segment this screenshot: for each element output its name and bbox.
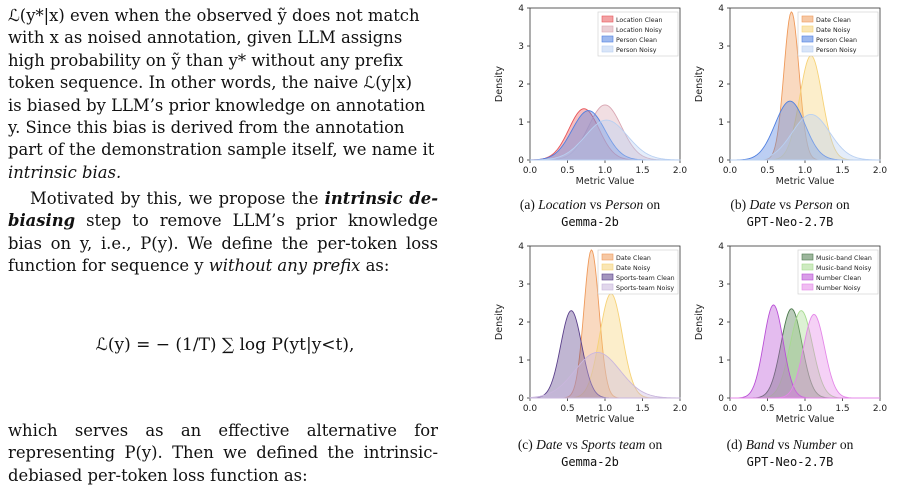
x-axis-label: Metric Value	[575, 176, 635, 187]
text-line: with x as noised annotation, given LLM assigns	[8, 28, 403, 48]
legend-label: Music-band Noisy	[816, 265, 872, 272]
y-tick-label: 3	[718, 280, 724, 290]
y-tick-label: 2	[718, 318, 724, 328]
y-tick-label: 0	[718, 156, 724, 166]
y-tick-label: 3	[518, 42, 524, 52]
x-tick-label: 2.0	[672, 166, 688, 176]
y-tick-label: 3	[718, 42, 724, 52]
figure-density-grid	[490, 0, 890, 493]
x-tick-label: 2.0	[872, 404, 888, 414]
text-run: Motivated by this, we propose the	[30, 189, 325, 208]
equation-loss: ℒ(y) = − (1/T) ∑ log P(yt|y<t),	[95, 335, 355, 355]
text-line: y. Since this bias is derived from the annotation	[8, 118, 405, 138]
legend-label: Person Clean	[616, 37, 658, 44]
text-line: part of the demonstration sample itself, we name it	[8, 140, 435, 160]
text-run: step to remove LLM’s prior knowledge bias on y, i.e., P(y). We define the per-token loss function for sequence y	[8, 211, 438, 276]
x-axis-label: Metric Value	[775, 176, 835, 187]
x-tick-label: 2.0	[672, 404, 688, 414]
legend-label: Person Clean	[816, 37, 858, 44]
text-run-without-prefix: without any prefix	[208, 256, 361, 276]
x-tick-label: 1.0	[797, 404, 813, 414]
x-tick-label: 1.5	[835, 404, 850, 414]
caption-vs: vs	[565, 437, 578, 452]
caption-entity: Number	[793, 437, 837, 452]
x-tick-label: 0.5	[560, 166, 575, 176]
density-chart-b	[690, 0, 890, 190]
x-tick-label: 2.0	[872, 166, 888, 176]
density-chart-d	[690, 238, 890, 428]
caption-label: (d)	[726, 437, 743, 452]
paragraph-alternative: which serves as an effective alternative for representing P(y). Then we defined the intrinsic-debiased per-token loss function as:	[8, 421, 438, 485]
legend-swatch	[802, 264, 813, 270]
caption-entity: Band	[745, 437, 775, 452]
legend-swatch	[602, 284, 613, 290]
y-tick-label: 0	[718, 394, 724, 404]
legend-swatch	[802, 26, 813, 32]
caption-model: GPT-Neo-2.7B	[746, 455, 834, 469]
legend-label: Date Clean	[816, 17, 851, 24]
text-line: high probability on ỹ than y* without any prefix	[8, 50, 403, 70]
legend-swatch	[802, 36, 813, 42]
text-line: is biased by LLM’s prior knowledge on annotation	[8, 95, 426, 115]
legend-swatch	[802, 46, 813, 52]
caption-on: on	[839, 437, 854, 452]
legend-label: Sports-team Clean	[616, 275, 675, 282]
caption-entity: Sports team	[581, 437, 646, 452]
x-tick-label: 1.0	[797, 166, 813, 176]
text-run: as:	[360, 256, 390, 276]
caption-vs: vs	[589, 197, 602, 212]
y-tick-label: 4	[518, 4, 524, 14]
x-tick-label: 0.5	[760, 166, 775, 176]
legend-label: Location Clean	[616, 17, 663, 24]
legend-label: Number Clean	[816, 275, 862, 282]
y-tick-label: 4	[518, 242, 524, 252]
x-tick-label: 1.5	[835, 166, 850, 176]
x-tick-label: 1.0	[597, 404, 613, 414]
y-tick-label: 0	[518, 156, 524, 166]
legend-swatch	[802, 16, 813, 22]
caption-a	[490, 196, 690, 231]
caption-entity: Date	[749, 197, 776, 212]
text-line: ℒ(y*|x) even when the observed ỹ does not match	[8, 6, 420, 25]
legend-label: Date Clean	[616, 255, 651, 262]
caption-label: (a)	[519, 197, 535, 212]
legend-label: Sports-team Noisy	[616, 285, 675, 292]
legend-swatch	[602, 274, 613, 280]
legend-swatch	[602, 264, 613, 270]
y-tick-label: 2	[518, 80, 524, 90]
legend-swatch	[602, 254, 613, 260]
y-axis-label: Density	[494, 65, 505, 103]
y-tick-label: 1	[718, 118, 724, 128]
legend-swatch	[602, 26, 613, 32]
text-line-intrinsic-bias: intrinsic bias.	[8, 162, 122, 182]
legend-label: Date Noisy	[816, 27, 851, 34]
x-tick-label: 0.5	[560, 404, 575, 414]
legend-label: Person Noisy	[816, 47, 857, 54]
density-chart-c	[490, 238, 690, 428]
legend-swatch	[602, 16, 613, 22]
y-axis-label: Density	[494, 303, 505, 341]
caption-vs: vs	[779, 197, 792, 212]
legend-label: Date Noisy	[616, 265, 651, 272]
text-line: token sequence. In other words, the naive ℒ(y|x)	[8, 73, 413, 93]
legend-swatch	[802, 284, 813, 290]
x-axis-label: Metric Value	[575, 414, 635, 425]
y-tick-label: 2	[518, 318, 524, 328]
caption-entity: Location	[538, 197, 587, 212]
y-tick-label: 0	[518, 394, 524, 404]
legend-swatch	[602, 46, 613, 52]
caption-b	[690, 196, 890, 231]
y-tick-label: 2	[718, 80, 724, 90]
caption-entity: Date	[536, 437, 563, 452]
y-tick-label: 1	[518, 118, 524, 128]
y-tick-label: 4	[718, 242, 724, 252]
x-tick-label: 0.0	[522, 166, 538, 176]
caption-label: (c)	[517, 437, 533, 452]
y-tick-label: 1	[718, 356, 724, 366]
legend-label: Music-band Clean	[816, 255, 872, 262]
x-tick-label: 1.0	[597, 166, 613, 176]
caption-model: GPT-Neo-2.7B	[746, 215, 834, 229]
x-tick-label: 0.0	[722, 404, 738, 414]
x-tick-label: 0.0	[522, 404, 538, 414]
caption-on: on	[646, 197, 661, 212]
caption-model: Gemma-2b	[561, 455, 619, 469]
paragraph-intrinsic-debiasing	[8, 188, 438, 278]
legend-label: Person Noisy	[616, 47, 657, 54]
y-tick-label: 4	[718, 4, 724, 14]
y-tick-label: 3	[518, 280, 524, 290]
legend-swatch	[602, 36, 613, 42]
caption-d	[690, 436, 890, 471]
x-tick-label: 0.5	[760, 404, 775, 414]
caption-entity: Person	[794, 197, 833, 212]
x-tick-label: 0.0	[722, 166, 738, 176]
caption-vs: vs	[777, 437, 790, 452]
y-tick-label: 1	[518, 356, 524, 366]
caption-on: on	[836, 197, 850, 212]
term-intrinsic-debiasing: intrinsic de-biasing	[8, 189, 438, 231]
caption-entity: Person	[605, 197, 644, 212]
density-chart-a	[490, 0, 690, 190]
density-area	[730, 114, 880, 160]
caption-c	[490, 436, 690, 471]
caption-label: (b)	[730, 197, 747, 212]
x-axis-label: Metric Value	[775, 414, 835, 425]
y-axis-label: Density	[694, 303, 705, 341]
caption-on: on	[648, 437, 663, 452]
legend-swatch	[802, 254, 813, 260]
caption-model: Gemma-2b	[561, 215, 619, 229]
legend-label: Number Noisy	[816, 285, 861, 292]
legend-label: Location Noisy	[616, 27, 662, 34]
y-axis-label: Density	[694, 65, 705, 103]
x-tick-label: 1.5	[635, 166, 650, 176]
x-tick-label: 1.5	[635, 404, 650, 414]
legend-swatch	[802, 274, 813, 280]
paragraph-intrinsic-bias	[8, 5, 438, 184]
